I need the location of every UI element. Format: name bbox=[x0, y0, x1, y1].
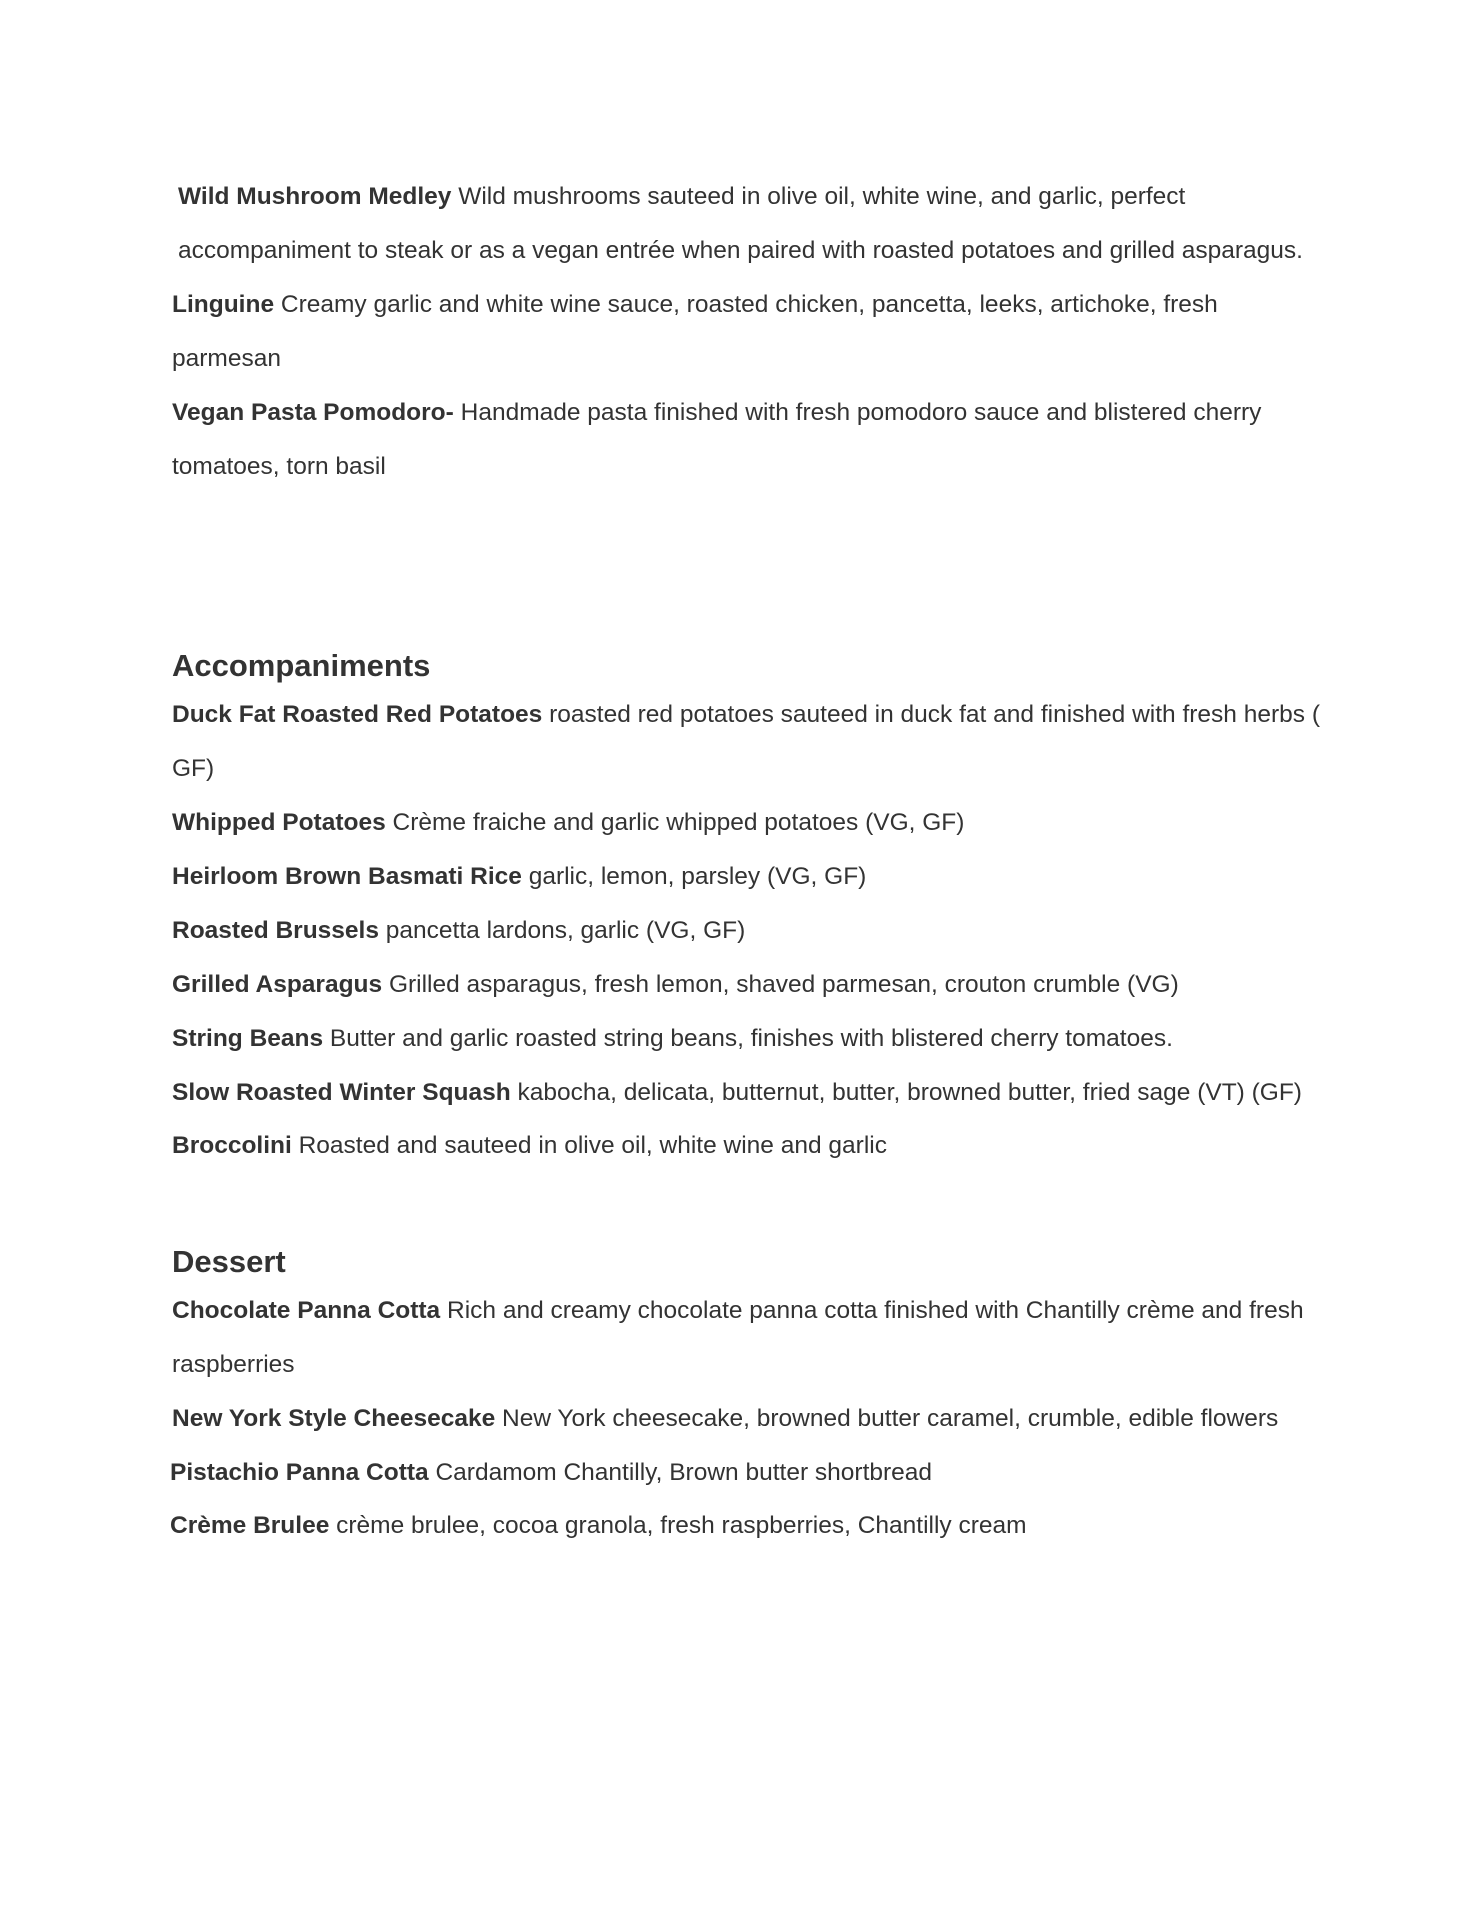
menu-item bbox=[172, 1284, 1322, 1392]
menu-item-description: New York cheesecake, browned butter caramel, crumble, edible flowers bbox=[495, 1405, 1279, 1432]
menu-item-description: roasted red potatoes sauteed in duck fat and finished with fresh herbs ( GF) bbox=[172, 701, 1320, 782]
menu-item-name: Heirloom Brown Basmati Rice bbox=[172, 863, 522, 890]
menu-content bbox=[172, 170, 1322, 1548]
menu-item bbox=[170, 1446, 1322, 1500]
menu-item-description: Creamy garlic and white wine sauce, roasted chicken, pancetta, leeks, artichoke, fresh parmesan bbox=[172, 291, 1218, 372]
menu-item-description: garlic, lemon, parsley (VG, GF) bbox=[521, 863, 867, 890]
menu-item bbox=[172, 1012, 1322, 1066]
menu-item bbox=[172, 386, 1322, 494]
menu-item-description: Wild mushrooms sauteed in olive oil, white wine, and garlic, perfect accompaniment to steak or as a vegan entrée when paired with roasted potatoes and grilled asparagus. bbox=[178, 183, 1303, 264]
menu-item-description: Crème fraiche and garlic whipped potatoes (VG, GF) bbox=[385, 809, 965, 836]
menu-item-description: Rich and creamy chocolate panna cotta finished with Chantilly crème and fresh raspberries bbox=[172, 1297, 1304, 1378]
menu-item-name: Crème Brulee bbox=[170, 1512, 330, 1539]
menu-item-name: Slow Roasted Winter Squash bbox=[172, 1079, 511, 1106]
menu-item-description: Roasted and sauteed in olive oil, white wine and garlic bbox=[291, 1132, 887, 1159]
menu-item-name: Broccolini bbox=[172, 1132, 292, 1159]
section-heading-accompaniments: Accompaniments bbox=[172, 648, 431, 683]
menu-item bbox=[172, 1124, 1322, 1168]
menu-item bbox=[170, 1504, 1322, 1548]
menu-item bbox=[172, 850, 1322, 904]
menu-item-name: Chocolate Panna Cotta bbox=[172, 1297, 441, 1324]
menu-item bbox=[172, 1392, 1322, 1446]
menu-item-name: Vegan Pasta Pomodoro- bbox=[172, 399, 454, 426]
menu-item-description: Handmade pasta finished with fresh pomodoro sauce and blistered cherry tomatoes, torn basil bbox=[172, 399, 1262, 480]
menu-item-name: Pistachio Panna Cotta bbox=[170, 1459, 429, 1486]
menu-item bbox=[172, 170, 1322, 278]
menu-item-name: Wild Mushroom Medley bbox=[178, 183, 452, 210]
menu-item-description: crème brulee, cocoa granola, fresh raspberries, Chantilly cream bbox=[329, 1512, 1027, 1539]
menu-item-name: Roasted Brussels bbox=[172, 917, 379, 944]
menu-item-name: Linguine bbox=[172, 291, 275, 318]
section-heading-dessert: Dessert bbox=[172, 1244, 286, 1279]
menu-item-description: Grilled asparagus, fresh lemon, shaved parmesan, crouton crumble (VG) bbox=[382, 971, 1179, 998]
menu-item-name: Duck Fat Roasted Red Potatoes bbox=[172, 701, 543, 728]
menu-item bbox=[172, 1066, 1322, 1120]
menu-item-description: Cardamom Chantilly, Brown butter shortbread bbox=[428, 1459, 933, 1486]
menu-item-name: Grilled Asparagus bbox=[172, 971, 383, 998]
menu-item-name: String Beans bbox=[172, 1025, 324, 1052]
menu-item-name: New York Style Cheesecake bbox=[172, 1405, 496, 1432]
menu-item-description: kabocha, delicata, butternut, butter, browned butter, fried sage (VT) (GF) bbox=[510, 1079, 1302, 1106]
menu-item bbox=[172, 688, 1322, 796]
menu-item-description: pancetta lardons, garlic (VG, GF) bbox=[378, 917, 746, 944]
menu-item-name: Whipped Potatoes bbox=[172, 809, 386, 836]
menu-item-description: Butter and garlic roasted string beans, finishes with blistered cherry tomatoes. bbox=[323, 1025, 1173, 1052]
menu-item bbox=[172, 278, 1322, 386]
menu-item bbox=[172, 796, 1322, 850]
menu-item bbox=[172, 958, 1322, 1012]
menu-item bbox=[172, 904, 1322, 958]
